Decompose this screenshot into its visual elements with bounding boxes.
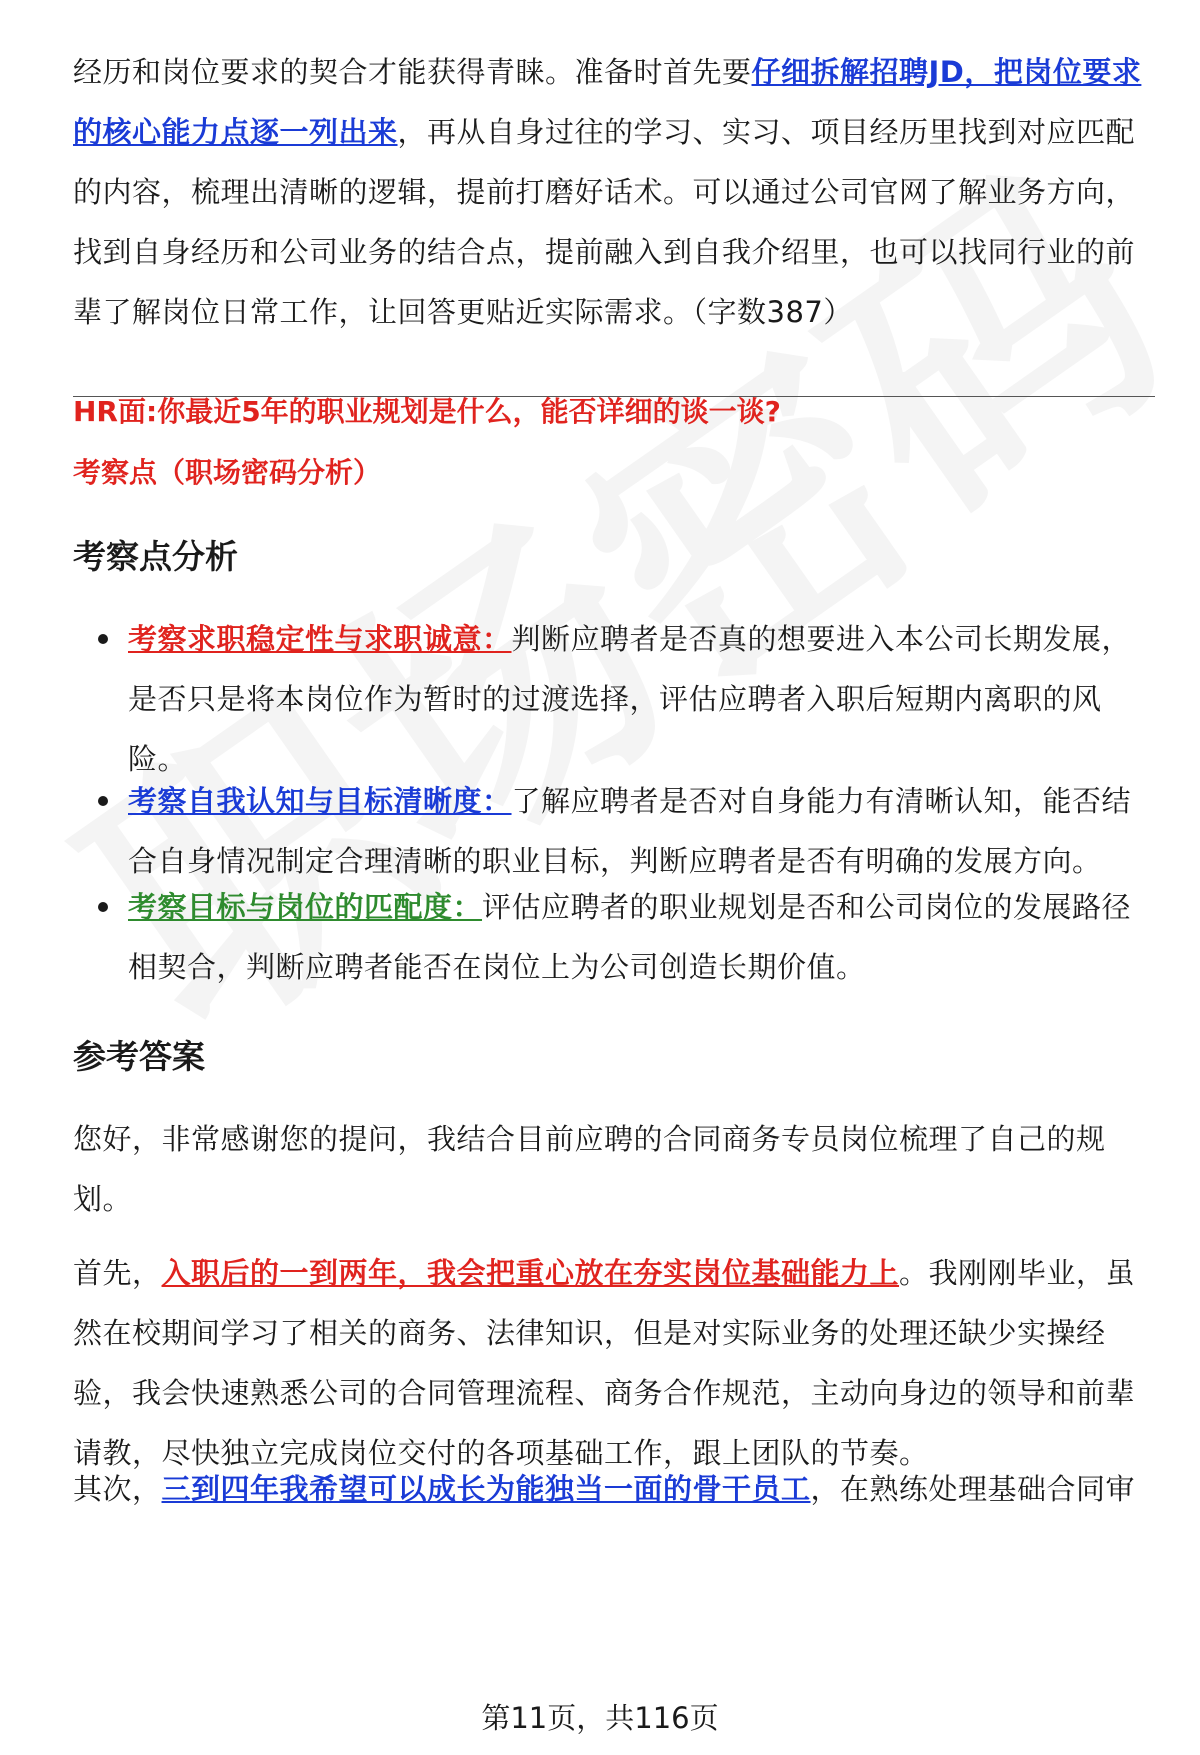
answer-p3-text-b: ，在熟练处理基础合同审	[810, 1472, 1136, 1506]
question-subtitle: 考察点（职场密码分析）	[73, 456, 382, 489]
intro-text-b: ，再从自身过往的学习、实习、项目经历里找到对应匹配的内容，梳理出清晰的逻辑，提前打磨好话术。可以通过公司官网了解业务方向，找到自身经历和公司业务的结合点，提前融入到自我介绍里，也可以找同行业的前辈了解岗位日常工作，让回答更贴近实际需求。（字数387）	[73, 115, 1136, 329]
answer-p2-text-a: 首先，	[73, 1256, 162, 1290]
analysis-item-1-text: 判断应聘者是否真的想要进入本公司长期发展，是否只是将本岗位作为暂时的过渡选择，评估应聘者入职后短期内离职的风险。	[128, 622, 1132, 776]
answer-paragraph-1: 您好，非常感谢您的提问，我结合目前应聘的合同商务专员岗位梳理了自己的规划。	[73, 1122, 1106, 1216]
answer-p3-highlight: 三到四年我希望可以成长为能独当一面的骨干员工	[161, 1472, 811, 1506]
analysis-item-1-label: 考察求职稳定性与求职诚意：	[128, 622, 512, 656]
answer-paragraph-3	[73, 1459, 1153, 1519]
bullet-icon	[98, 634, 108, 644]
answer-p3-text-a: 其次，	[73, 1472, 162, 1506]
analysis-item-3-text: 评估应聘者的职业规划是否和公司岗位的发展路径相契合，判断应聘者能否在岗位上为公司创造长期价值。	[128, 890, 1132, 984]
analysis-item-3-label: 考察目标与岗位的匹配度：	[128, 890, 483, 924]
answer-heading: 参考答案	[73, 1037, 205, 1076]
bullet-icon	[98, 796, 108, 806]
page-number: 第11页，共116页	[481, 1701, 719, 1735]
analysis-item-2-label: 考察自我认知与目标清晰度：	[128, 784, 512, 818]
intro-paragraph	[73, 42, 1153, 342]
bullet-icon	[98, 902, 108, 912]
analysis-item-2	[128, 771, 1148, 891]
answer-p2-text-b: 。我刚刚毕业，虽然在校期间学习了相关的商务、法律知识，但是对实际业务的处理还缺少实操经验，我会快速熟悉公司的合同管理流程、商务合作规范，主动向身边的领导和前辈请教，尽快独立完成岗位交付的各项基础工作，跟上团队的节奏。	[73, 1256, 1136, 1470]
intro-text-a: 经历和岗位要求的契合才能获得青睐。准备时首先要	[73, 55, 752, 89]
question-title: HR面:你最近5年的职业规划是什么，能否详细的谈一谈?	[73, 395, 781, 428]
analysis-item-2-text: 了解应聘者是否对自身能力有清晰认知，能否结合自身情况制定合理清晰的职业目标，判断应聘者是否有明确的发展方向。	[128, 784, 1132, 878]
intro-highlight: 仔细拆解招聘JD，把岗位要求的核心能力点逐一列出来	[73, 55, 1142, 149]
analysis-item-1	[128, 609, 1148, 789]
analysis-heading: 考察点分析	[73, 537, 238, 576]
analysis-item-3	[128, 877, 1148, 997]
answer-paragraph-2	[73, 1243, 1153, 1483]
answer-p2-highlight: 入职后的一到两年，我会把重心放在夯实岗位基础能力上	[161, 1256, 900, 1290]
